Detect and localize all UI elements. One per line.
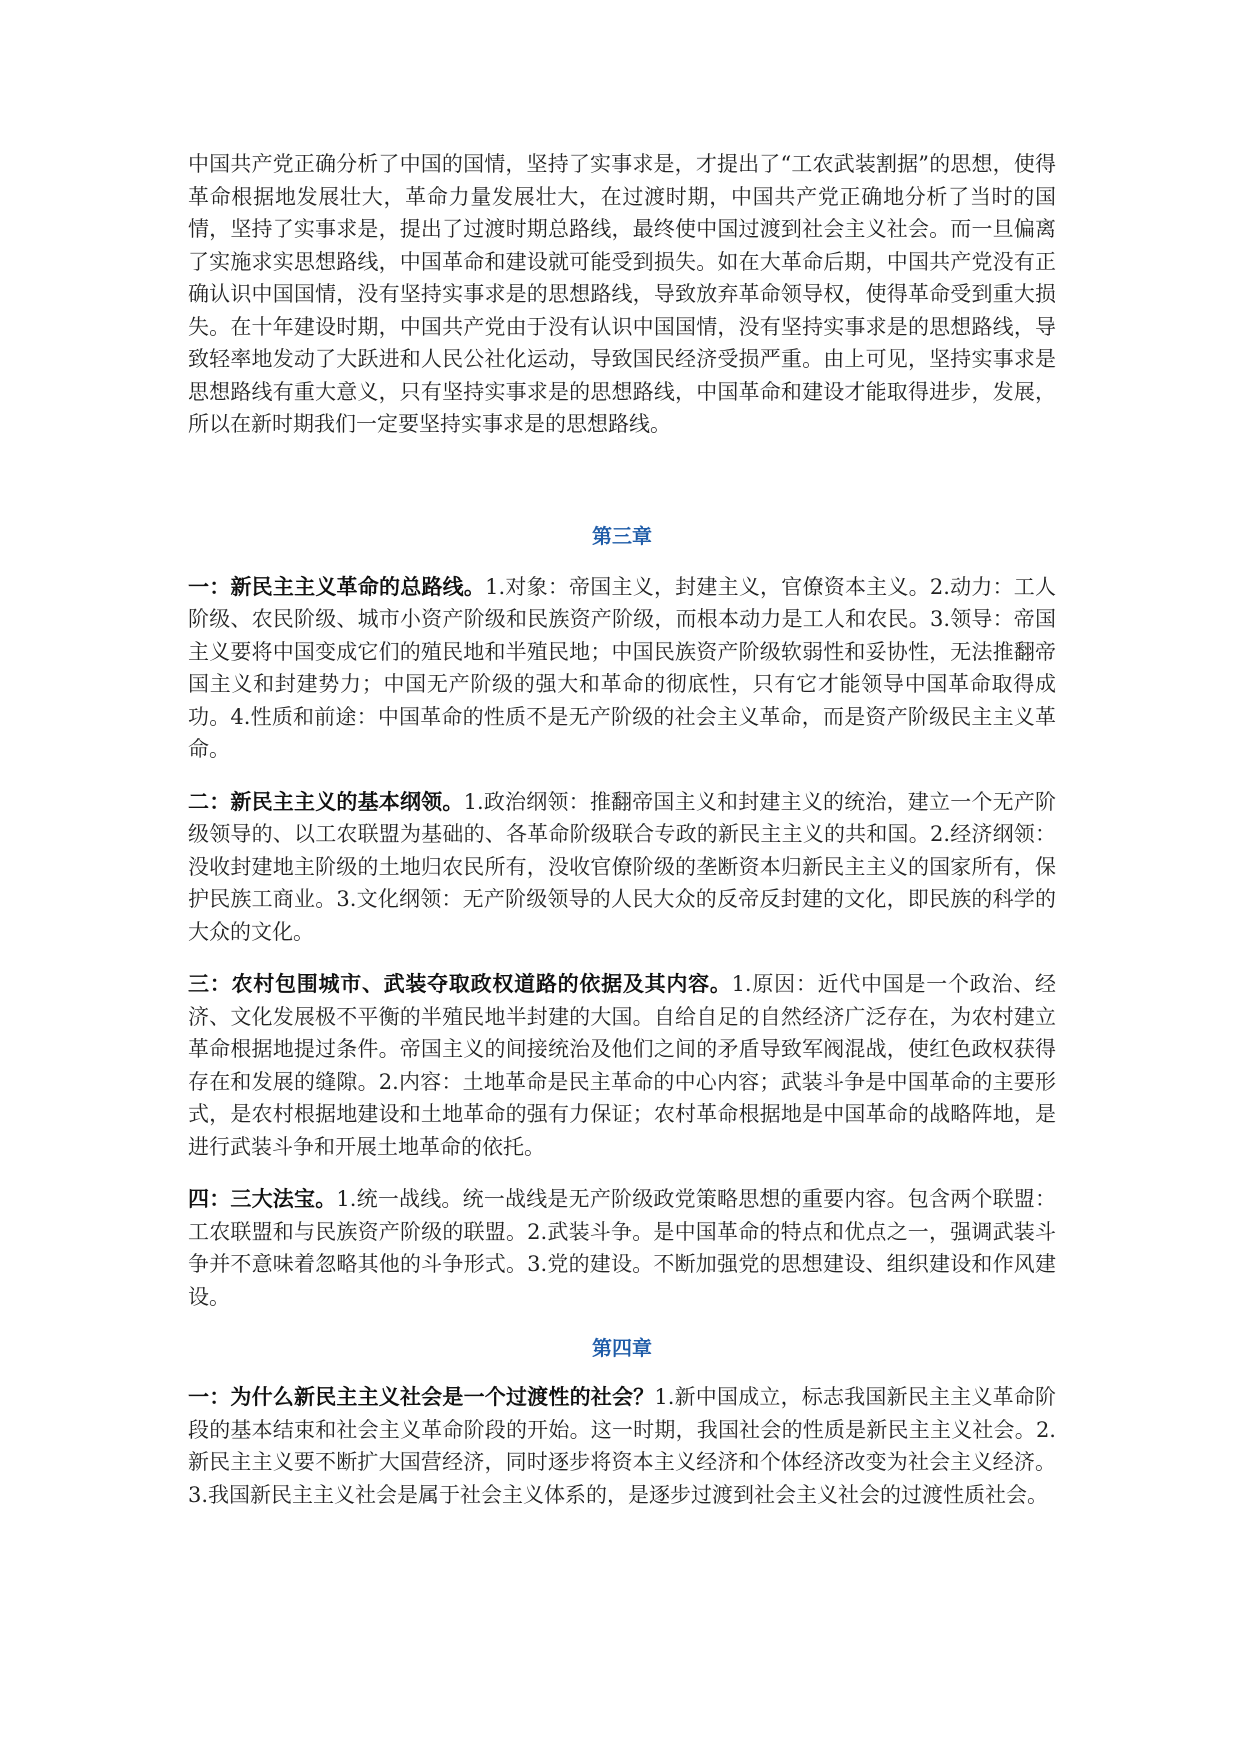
ch3-section-4 (188, 1183, 1056, 1313)
section-body: 1.对象：帝国主义，封建主义，官僚资本主义。2.动力：工人阶级、农民阶级、城市小资产阶级和民族资产阶级，而根本动力是工人和农民。3.领导：帝国主义要将中国变成它们的殖民地和半殖民地；中国民族资产阶级软弱性和妥协性，无法推翻帝国主义和封建势力；中国无产阶级的强大和革命的彻底性，只有它才能领导中国革命取得成功。4.性质和前途：中国革命的性质不是无产阶级的社会主义革命，而是资产阶级民主主义革命。 (188, 574, 1056, 761)
section-heading: 四：三大法宝。 (188, 1186, 337, 1211)
section-body: 1.原因：近代中国是一个政治、经济、文化发展极不平衡的半殖民地半封建的大国。自给自足的自然经济广泛存在，为农村建立革命根据地提过条件。帝国主义的间接统治及他们之间的矛盾导致军阀混战，使红色政权获得存在和发展的缝隙。2.内容：土地革命是民主革命的中心内容；武装斗争是中国革命的主要形式，是农村根据地建设和土地革命的强有力保证；农村革命根据地是中国革命的战略阵地，是进行武装斗争和开展土地革命的依托。 (188, 972, 1056, 1159)
chapter-3-title: 第三章 (592, 523, 652, 548)
section-heading: 一：新民主主义革命的总路线。 (188, 573, 486, 599)
ch4-section-1 (188, 1381, 1056, 1511)
section-body: 1.政治纲领：推翻帝国主义和封建主义的统治，建立一个无产阶级领导的、以工农联盟为基础的、各革命阶级联合专政的新民主主义的共和国。2.经济纲领：没收封建地主阶级的土地归农民所有，没收官僚阶级的垄断资本归新民主主义的国家所有，保护民族工商业。3.文化纲领：无产阶级领导的人民大众的反帝反封建的文化，即民族的科学的大众的文化。 (188, 789, 1056, 944)
section-body: 1.新中国成立，标志我国新民主主义革命阶段的基本结束和社会主义革命阶段的开始。这一时期，我国社会的性质是新民主主义社会。2.新民主主义要不断扩大国营经济，同时逐步将资本主义经济和个体经济改变为社会主义经济。3.我国新民主主义社会是属于社会主义体系的，是逐步过渡到社会主义社会的过渡性质社会。 (188, 1385, 1056, 1507)
intro-paragraph: 中国共产党正确分析了中国的国情，坚持了实事求是，才提出了“工农武装割据”的思想，使得革命根据地发展壮大，革命力量发展壮大，在过渡时期，中国共产党正确地分析了当时的国情，坚持了实事求是，提出了过渡时期总路线，最终使中国过渡到社会主义社会。而一旦偏离了实施求实思想路线，中国革命和建设就可能受到损失。如在大革命后期，中国共产党没有正确认识中国国情，没有坚持实事求是的思想路线，导致放弃革命领导权，使得革命受到重大损失。在十年建设时期，中国共产党由于没有认识中国国情，没有坚持实事求是的思想路线，导致轻率地发动了大跃进和人民公社化运动，导致国民经济受损严重。由上可见，坚持实事求是思想路线有重大意义，只有坚持实事求是的思想路线，中国革命和建设才能取得进步，发展，所以在新时期我们一定要坚持实事求是的思想路线。 (188, 152, 1056, 436)
ch3-section-2 (188, 786, 1056, 949)
document-page (188, 148, 1056, 1531)
ch3-section-3 (188, 968, 1056, 1163)
chapter-4-title: 第四章 (592, 1336, 652, 1360)
section-heading: 二：新民主主义的基本纲领。 (188, 788, 464, 814)
section-body: 1.统一战线。统一战线是无产阶级政党策略思想的重要内容。包含两个联盟：工农联盟和与民族资产阶级的联盟。2.武装斗争。是中国革命的特点和优点之一，强调武装斗争并不意味着忽略其他的斗争形式。3.党的建设。不断加强党的思想建设、组织建设和作风建设。 (188, 1187, 1057, 1309)
section-heading: 一：为什么新民主主义社会是一个过渡性的社会？ (188, 1384, 655, 1409)
section-heading: 三：农村包围城市、武装夺取政权道路的依据及其内容。 (188, 971, 732, 996)
ch3-section-1 (188, 571, 1056, 766)
